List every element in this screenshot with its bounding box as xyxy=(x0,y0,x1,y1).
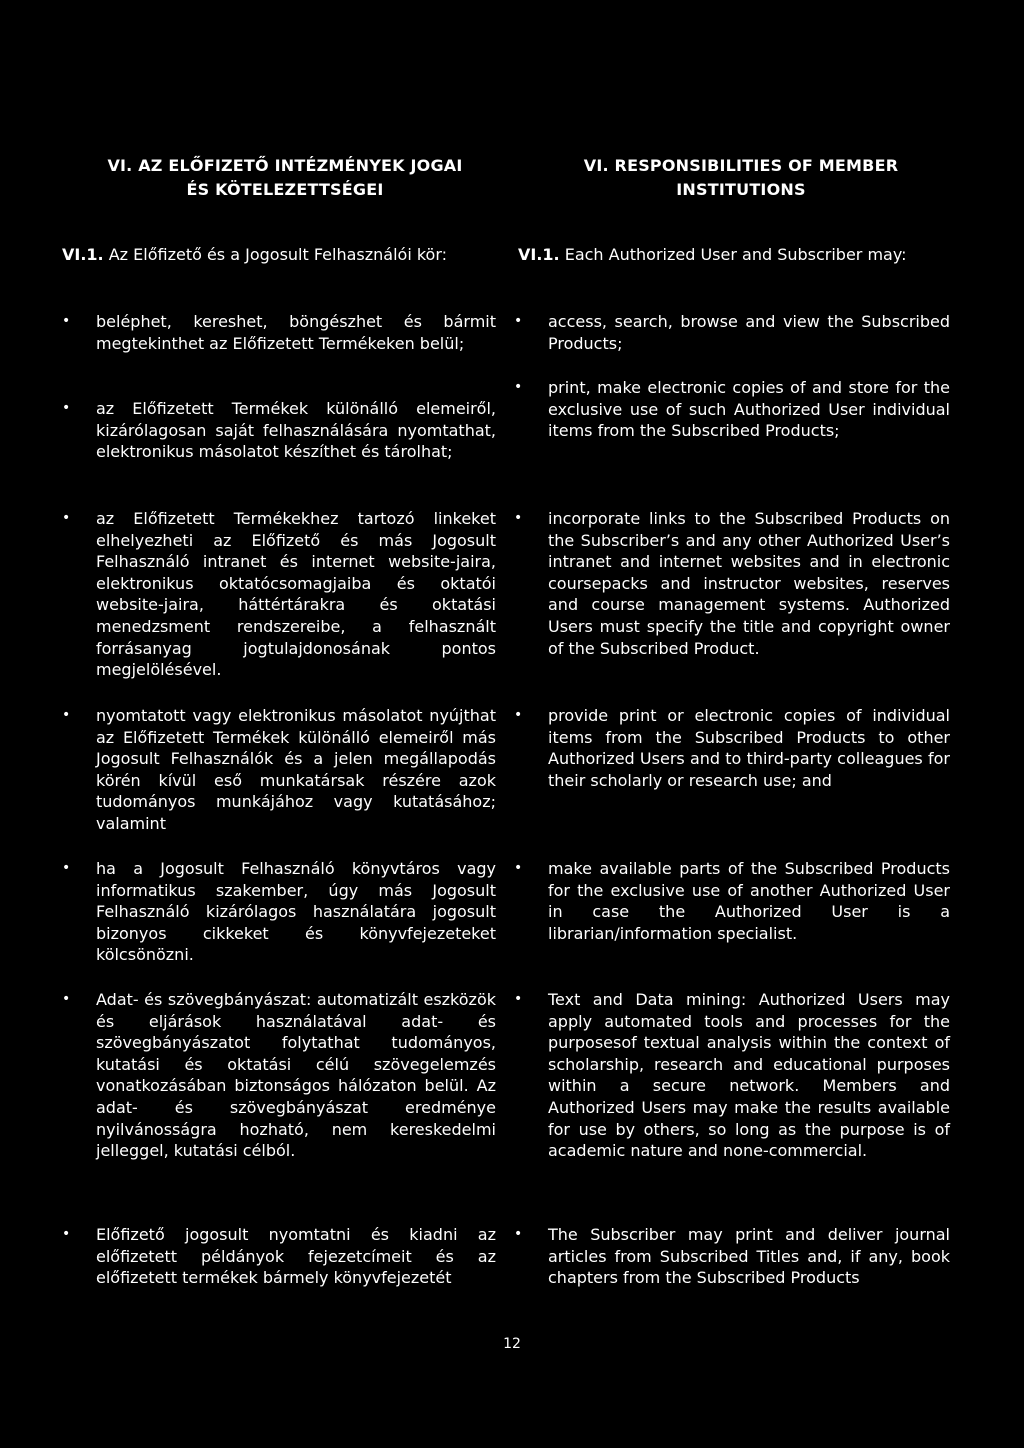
heading-hungarian-line1: VI. AZ ELŐFIZETŐ INTÉZMÉNYEK JOGAI xyxy=(107,156,463,175)
section-number-hungarian: VI.1. xyxy=(62,245,104,264)
list-item-text: provide print or electronic copies of individual items from the Subscribed Products to other Authorized Users and to third-party colleagues for their scholarly or research use; and xyxy=(548,706,950,790)
bullet-icon: • xyxy=(62,860,71,876)
bullet-icon: • xyxy=(62,400,71,416)
bullet-icon: • xyxy=(62,707,71,723)
list-item-text: incorporate links to the Subscribed Products on the Subscriber’s and any other Authorized User’s intranet and internet websites and in electronic coursepacks and instructor websites, reserves and course management systems. Authorized Users must specify the title and copyright owner of the Subscribed Product. xyxy=(548,509,950,658)
heading-english xyxy=(516,154,966,202)
bullet-icon: • xyxy=(62,991,71,1007)
bullet-icon: • xyxy=(514,860,523,876)
bullet-icon: • xyxy=(514,1226,523,1242)
section-intro-hungarian xyxy=(62,244,500,266)
heading-english-line2: INSTITUTIONS xyxy=(676,180,806,199)
heading-hungarian xyxy=(60,154,510,202)
list-item-text: Text and Data mining: Authorized Users may apply automated tools and processes for the purposesof textual analysis within the context of scholarship, research and educational purposes within a secure network. Members and Authorized Users may make the results available for use by others, so long as the purpose is of academic nature and none-commercial. xyxy=(548,990,950,1161)
bullet-icon: • xyxy=(514,991,523,1007)
section-intro-hungarian-text: Az Előfizető és a Jogosult Felhasználói kör: xyxy=(108,245,448,264)
list-item-text: Előfizető jogosult nyomtatni és kiadni az előfizetett példányok fejezetcímeit és az előfizetett termékek bármely könyvfejezetét xyxy=(96,1225,496,1288)
list-item-text: ha a Jogosult Felhasználó könyvtáros vagy informatikus szakember, úgy más Jogosult Felhasználó kizárólagos használatára jogosult bizonyos cikkeket és könyvfejezeteket kölcsönözni. xyxy=(96,859,496,965)
bullet-icon: • xyxy=(514,313,523,329)
section-intro-english-text: Each Authorized User and Subscriber may: xyxy=(564,245,907,264)
list-item-text: access, search, browse and view the Subscribed Products; xyxy=(548,312,950,353)
list-item-text: The Subscriber may print and deliver journal articles from Subscribed Titles and, if any, book chapters from the Subscribed Products xyxy=(548,1225,950,1288)
bullet-icon: • xyxy=(514,510,523,526)
bullet-icon: • xyxy=(514,379,523,395)
list-item-text: az Előfizetett Termékek különálló elemeiről, kizárólagosan saját felhasználására nyomtathat, elektronikus másolatot készíthet és tárolhat; xyxy=(96,399,496,462)
list-item-text: print, make electronic copies of and store for the exclusive use of such Authorized User individual items from the Subscribed Products; xyxy=(548,378,950,441)
page-number: 12 xyxy=(503,1336,521,1352)
heading-english-line1: VI. RESPONSIBILITIES OF MEMBER xyxy=(583,156,899,175)
section-intro-english xyxy=(518,244,950,266)
section-number-english: VI.1. xyxy=(518,245,560,264)
heading-hungarian-line2: ÉS KÖTELEZETTSÉGEI xyxy=(186,180,384,199)
list-item-text: az Előfizetett Termékekhez tartozó linkeket elhelyezheti az Előfizető és más Jogosult Felhasználó intranet és internet website-jaira, elektronikus oktatócsomagjaiba és oktatói website-jaira, háttértárakra és oktatási menedzsment rendszereibe, a felhasznált forrásanyag jogtulajdonosának pontos megjelölésével. xyxy=(96,509,496,680)
bullet-icon: • xyxy=(514,707,523,723)
list-item-text: Adat- és szövegbányászat: automatizált eszközök és eljárások használatával adat- és szövegbányászatot folytathat tudományos, kutatási és oktatási célú szövegelemzés vonatkozásában biztonságos hálózaton belül. Az adat- és szövegbányászat eredménye nyilvánosságra hozható, nem kereskedelmi jelleggel, kutatási célból. xyxy=(96,990,496,1161)
bullet-icon: • xyxy=(62,510,71,526)
bullet-icon: • xyxy=(62,313,71,329)
list-item-text: make available parts of the Subscribed Products for the exclusive use of another Authorized User in case the Authorized User is a librarian/information specialist. xyxy=(548,859,950,943)
bullet-icon: • xyxy=(62,1226,71,1242)
list-item-text: beléphet, kereshet, böngészhet és bármit megtekinthet az Előfizetett Termékeken belül; xyxy=(96,312,496,353)
list-item-text: nyomtatott vagy elektronikus másolatot nyújthat az Előfizetett Termékek különálló elemeiről más Jogosult Felhasználók és a jelen megállapodás körén kívül eső munkatársak részére azok tudományos munkájához vagy kutatásához; valamint xyxy=(96,706,496,833)
